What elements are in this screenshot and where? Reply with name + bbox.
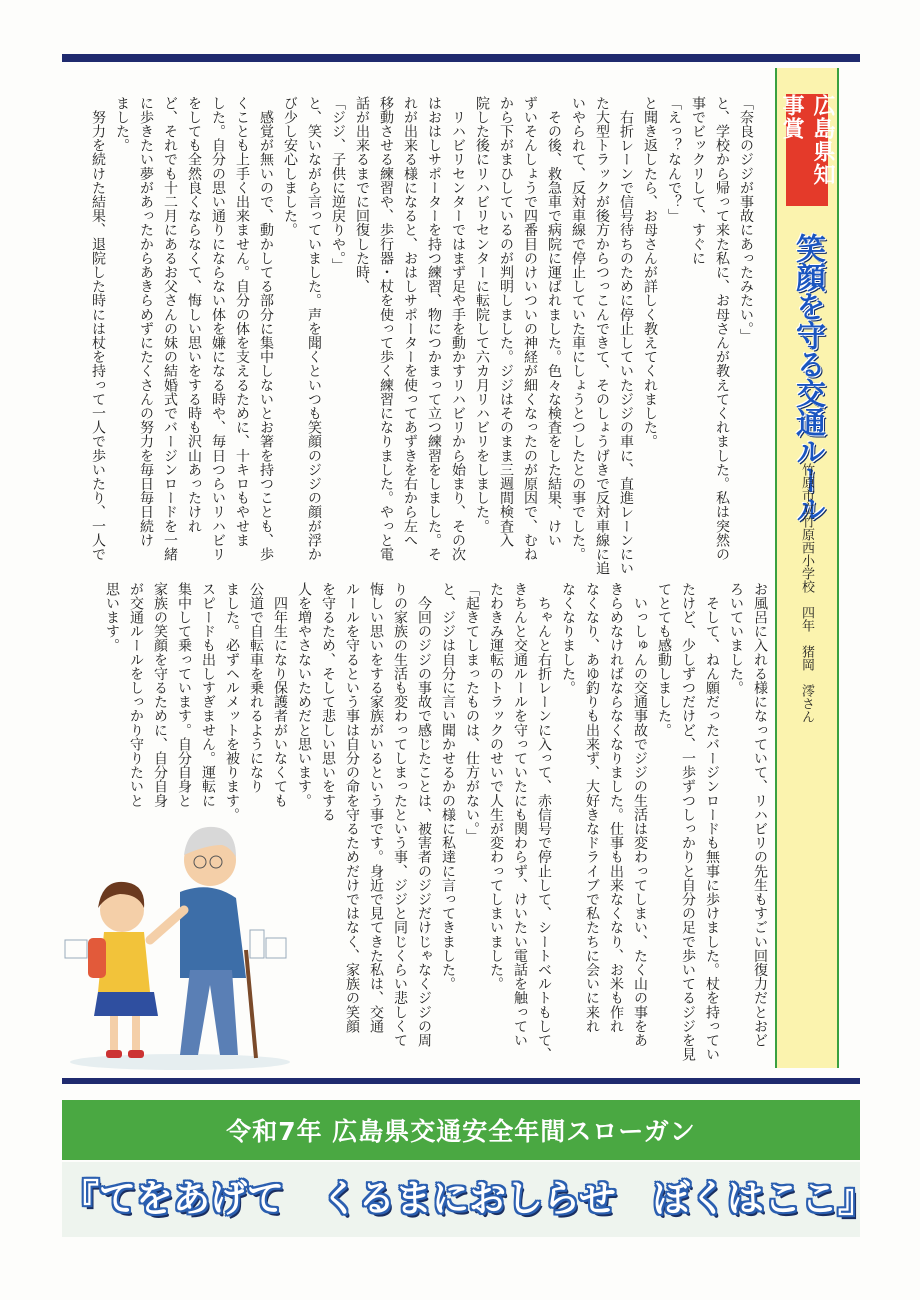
essay-column: れが出来る様になると、おはしサポーターを使ってあずきを右から左へ (402, 96, 418, 548)
essay-column: なくなりました。 (560, 582, 576, 695)
grandfather-figure (150, 827, 256, 1058)
essay-column: 「ジジ、子供に逆戻りや。」 (330, 96, 346, 273)
essay-column: が交通ルールをしっかり守りたいと (128, 582, 144, 808)
essay-column: 「奈良のジジが事故にあったみたい。」 (738, 96, 754, 343)
essay-column: その後、救急車で病院に運ばれました。色々な検査をした結果、けい (546, 96, 562, 548)
essay-column: 院した後にリハビリセンターに転院して六カ月リハビリをしました。 (474, 96, 490, 534)
essay-column: 努力を続けた結果、退院した時には杖を持って一人で歩いたり、一人で (90, 96, 106, 562)
essay-column: 悔しい思いをする家族がいるという事です。身近で見てきた私は、交通 (368, 582, 384, 1034)
essay-column: と、ジジは自分に言い聞かせるかの様に私達に言ってきました。 (440, 582, 456, 991)
essay-column: いやられて、反対車線で停止していた車にしょうとつしたとの事でした。 (570, 96, 586, 562)
award-label: 広島県知事賞 (786, 94, 828, 206)
essay-column: を守るため、そして悲しい思いをする (320, 582, 336, 822)
essay-column: りの家族の生活も変わってしまったという事、ジジと同じくらい悲しくて (392, 582, 408, 1048)
essay-column: た大型トラックが後方からつっこんできて、そのしょうげきで反対車線に追 (594, 96, 610, 576)
essay-column: きちんと交通ルールを守っていたにも関わらず、けいたい電話を触ってい (512, 582, 528, 1048)
essay-column: いっしゅんの交通事故でジジの生活は変わってしまい、たく山の事をあ (632, 582, 648, 1048)
essay-column: スピードも出しすぎません。運転に (200, 582, 216, 808)
essay-column: 「えっ？なんで？」 (666, 96, 682, 223)
girl-figure (88, 882, 158, 1058)
essay-column: 思います。 (104, 582, 120, 653)
essay-column: お風呂に入れる様になっていて、リハビリの先生もすごい回復力だとおど (752, 582, 768, 1048)
essay-column: 右折レーンで信号待ちのために停止していたジジの車に、直進レーンにい (618, 96, 634, 576)
essay-column: ずいそんしょうで四番目のけいついの神経が細くなったのが原因で、むね (522, 96, 538, 562)
essay-column: 家族の笑顔を守るために、自分自身 (152, 582, 168, 808)
essay-column: と、学校から帰って来た私に、お母さんが教えてくれました。私は突然の (714, 96, 730, 562)
essay-column: と、笑いながら言っていました。声を聞くといつも笑顔のジジの顔が浮か (306, 96, 322, 562)
essay-column: 人を増やさないためだと思います。 (296, 582, 312, 808)
essay-column: ました。 (114, 96, 130, 153)
essay-column: 集中して乗っています。自分自身と (176, 582, 192, 808)
essay-column: に歩きたい夢があったからあきらめずにたくさんの努力を毎日毎日続け (138, 96, 154, 548)
essay-column: ろいていました。 (728, 582, 744, 695)
essay-column: なくなり、あゆ釣りも出来ず、大好きなドライブで私たちに会いに来れ (584, 582, 600, 1034)
essay-column: そして、ねん願だったバージンロードも無事に歩けました。杖を持ってい (704, 582, 720, 1062)
top-divider-bar (62, 54, 860, 62)
essay-column: ど、それでも十二月にあるお父さんの妹の結婚式でバージンロードを一緒 (162, 96, 178, 562)
bottom-divider-bar (62, 1078, 860, 1084)
essay-column: ルールを守るという事は自分の命を守るためだけではなく、家族の笑顔 (344, 582, 360, 1034)
essay-title: 笑顔を守る交通ルール (790, 233, 825, 523)
essay-column: はおはしサポーターを持つ練習、物につかまって立つ練習をしました。そ (426, 96, 442, 562)
author-credit: 竹原市立竹原西小学校 四年 猪岡 澪さん (799, 463, 814, 723)
essay-column: 感覚が無いので、動かしてる部分に集中しないとお箸を持つことも、歩 (258, 96, 274, 562)
essay-column: ました。必ずヘルメットを被ります。 (224, 582, 240, 822)
essay-column: 移動させる練習や、歩行器・杖を使って歩く練習になりました。やっと電 (378, 96, 394, 562)
essay-column: をしても全然良くならなくて、悔しい思いをする時も沢山あったけれ (186, 96, 202, 534)
essay-column: たけど、少しずつだけど、一歩ずつしっかりと自分の足で歩いてるジジを見 (680, 582, 696, 1062)
essay-column: きらめなければならなくなりました。仕事も出来なくなり、お米も作れ (608, 582, 624, 1034)
essay-column: 四年生になり保護者がいなくても (272, 582, 288, 808)
essay-column: ちゃんと右折レーンに入って、赤信号で停止して、シートベルトもして、 (536, 582, 552, 1062)
slogan-heading-banner: 令和7年 広島県交通安全年間スローガン (62, 1100, 860, 1160)
essay-column: 公道で自転車を乗れるようになり (248, 582, 264, 794)
essay-column: から下がまひしているのが判明しました。ジジはそのまま三週間検査入 (498, 96, 514, 548)
essay-column: 話が出来るまでに回復した時、 (354, 96, 370, 294)
traffic-safety-slogan: 『てをあげて くるまにおしらせ ぼくはここ』 (62, 1177, 875, 1220)
essay-column: たわきみ運転のトラックのせいで人生が変わってしまいました。 (488, 582, 504, 991)
essay-column: てとても感動しました。 (656, 582, 672, 738)
essay-column: び少し安心しました。 (282, 96, 298, 237)
essay-text-upper (86, 96, 758, 576)
essay-column: 「起きてしまったものは、仕方がない。」 (464, 582, 480, 843)
essay-column: と聞き返したら、お母さんが詳しく教えてくれました。 (642, 96, 658, 449)
essay-column: くことも上手く出来ません。自分の体を支えるために、十キロもやせま (234, 96, 250, 548)
title-side-panel (775, 68, 839, 1068)
essay-column: 今回のジジの事故で感じたことは、被害者のジジだけじゃなくジジの周 (416, 582, 432, 1048)
essay-column: 事でビックリして、すぐに (690, 96, 706, 266)
essay-column: した。自分の思い通りにならない体を嫌になる時や、毎日つらいリハビリ (210, 96, 226, 562)
grandfather-and-girl-illustration (60, 800, 295, 1075)
essay-column: リハビリセンターではまず足や手を動かすリハビリから始まり、その次 (450, 96, 466, 562)
